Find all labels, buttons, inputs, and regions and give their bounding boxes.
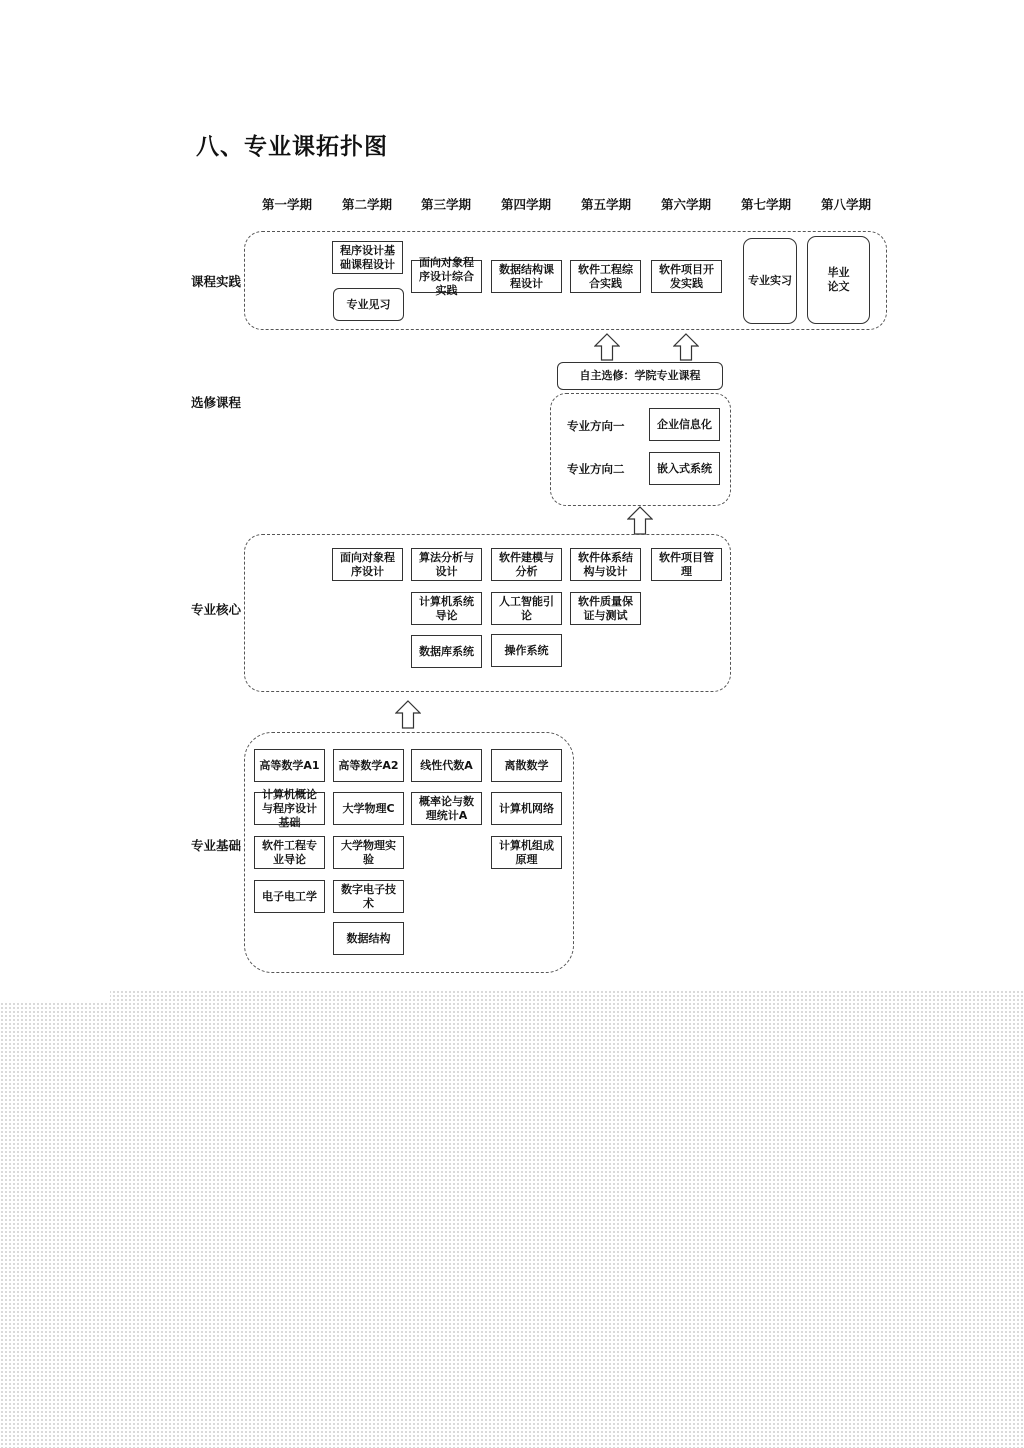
course-box-physics[interactable]: 大学物理C xyxy=(333,792,404,825)
course-box-linear-algebra[interactable]: 线性代数A xyxy=(411,749,482,782)
course-box-oop-practice[interactable]: 面向对象程序设计综合实践 xyxy=(411,260,482,293)
course-box-organization[interactable]: 计算机组成原理 xyxy=(491,836,562,869)
course-box-project-management[interactable]: 软件项目管理 xyxy=(651,548,722,581)
semester-5: 第五学期 xyxy=(580,197,631,212)
dotted-background xyxy=(0,990,1024,1448)
course-box-system-intro[interactable]: 计算机系统导论 xyxy=(411,592,482,625)
course-box-quality[interactable]: 软件质量保证与测试 xyxy=(570,592,641,625)
direction-label-2: 专业方向二 xyxy=(567,462,625,476)
dotted-background-edge xyxy=(0,990,110,1002)
course-box-modeling[interactable]: 软件建模与分析 xyxy=(491,548,562,581)
course-box-programming-design[interactable]: 程序设计基础课程设计 xyxy=(332,241,403,274)
page-title: 八、专业课拓扑图 xyxy=(196,134,388,160)
course-box-internship-visit[interactable]: 专业见习 xyxy=(333,288,404,321)
semester-8: 第八学期 xyxy=(820,197,871,212)
course-box-algorithm[interactable]: 算法分析与设计 xyxy=(411,548,482,581)
course-box-se-practice[interactable]: 软件工程综合实践 xyxy=(570,260,641,293)
course-box-ds-design[interactable]: 数据结构课程设计 xyxy=(491,260,562,293)
course-box-math-a2[interactable]: 高等数学A2 xyxy=(333,749,404,782)
course-box-embedded[interactable]: 嵌入式系统 xyxy=(649,452,720,485)
course-box-architecture[interactable]: 软件体系结构与设计 xyxy=(570,548,641,581)
arrow-up-icon xyxy=(673,333,699,361)
course-box-se-intro[interactable]: 软件工程专业导论 xyxy=(254,836,325,869)
arrow-up-icon xyxy=(627,506,653,535)
course-box-electric[interactable]: 电子电工学 xyxy=(254,880,325,913)
course-box-physics-lab[interactable]: 大学物理实验 xyxy=(333,836,404,869)
course-box-project-practice[interactable]: 软件项目开发实践 xyxy=(651,260,722,293)
row-label-elective: 选修课程 xyxy=(191,395,242,410)
direction-label-1: 专业方向一 xyxy=(567,419,625,433)
semester-1: 第一学期 xyxy=(261,197,312,212)
arrow-up-icon xyxy=(594,333,620,361)
row-label-practice: 课程实践 xyxy=(191,274,242,289)
semester-7: 第七学期 xyxy=(740,197,791,212)
course-box-internship[interactable]: 专业实习 xyxy=(743,238,797,324)
course-box-math-a1[interactable]: 高等数学A1 xyxy=(254,749,325,782)
course-box-intro-programming[interactable]: 计算机概论与程序设计基础 xyxy=(254,792,325,825)
course-box-probability[interactable]: 概率论与数理统计A xyxy=(411,792,482,825)
semester-2: 第二学期 xyxy=(341,197,392,212)
course-box-database[interactable]: 数据库系统 xyxy=(411,635,482,668)
course-box-thesis[interactable]: 毕业论文 xyxy=(807,236,870,324)
row-label-foundation: 专业基础 xyxy=(191,838,242,853)
arrow-up-icon xyxy=(395,700,421,729)
elective-header-box[interactable]: 自主选修：学院专业课程 xyxy=(557,362,723,390)
course-box-enterprise-info[interactable]: 企业信息化 xyxy=(649,408,720,441)
course-box-data-structure[interactable]: 数据结构 xyxy=(333,922,404,955)
course-box-ai[interactable]: 人工智能引论 xyxy=(491,592,562,625)
course-box-network[interactable]: 计算机网络 xyxy=(491,792,562,825)
semester-4: 第四学期 xyxy=(500,197,551,212)
course-box-digital-electronics[interactable]: 数字电子技术 xyxy=(333,880,404,913)
row-label-core: 专业核心 xyxy=(191,602,242,617)
course-box-os[interactable]: 操作系统 xyxy=(491,634,562,667)
semester-3: 第三学期 xyxy=(420,197,471,212)
course-box-oop[interactable]: 面向对象程序设计 xyxy=(332,548,403,581)
course-box-discrete-math[interactable]: 离散数学 xyxy=(491,749,562,782)
semester-6: 第六学期 xyxy=(660,197,711,212)
